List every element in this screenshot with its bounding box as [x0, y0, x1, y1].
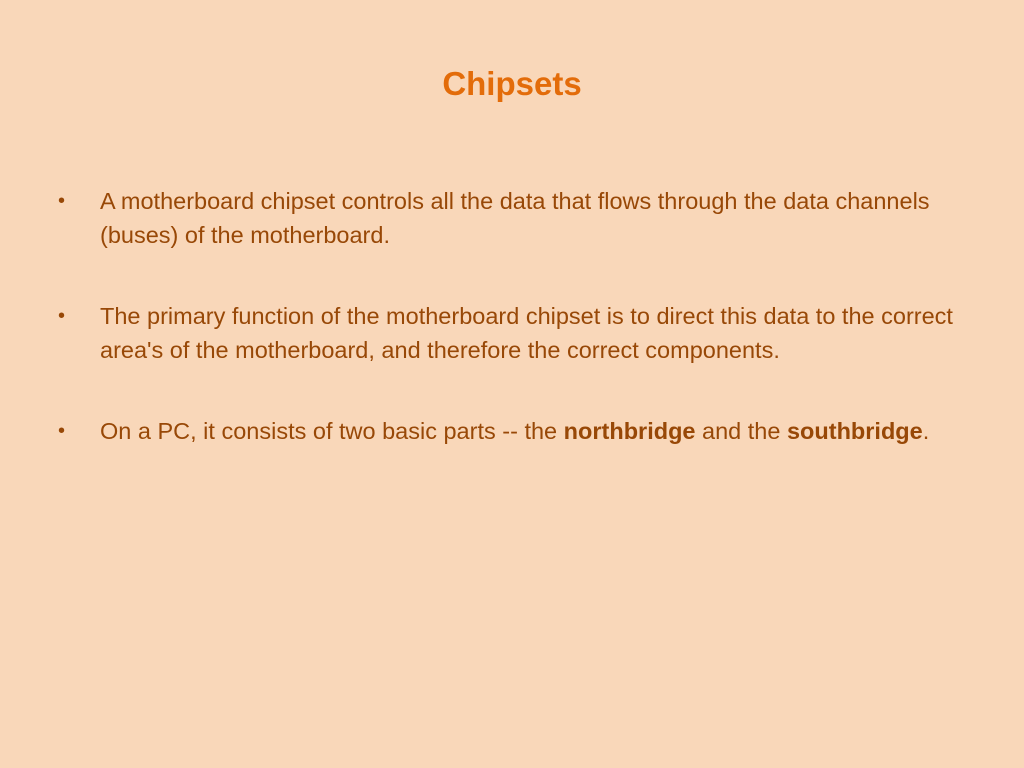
bullet-dot: •: [58, 305, 66, 327]
bullet-text-2: The primary function of the motherboard chipset is to direct this data to the correct area's of the motherboard, and therefore the correct components.: [100, 303, 953, 363]
bullet-item-3: [58, 414, 958, 448]
bullet-dot: •: [58, 420, 66, 442]
bullet-text-1: A motherboard chipset controls all the data that flows through the data channels (buses) of the motherboard.: [100, 188, 930, 248]
northbridge-term: northbridge: [563, 418, 696, 444]
bullet-list: [58, 184, 958, 495]
bullet-text-3-before: On a PC, it consists of two basic parts -- the: [100, 418, 564, 444]
bullet-dot: •: [58, 190, 66, 212]
bullet-text-3-middle: and the: [695, 418, 787, 444]
slide-title: Chipsets: [442, 65, 582, 102]
bullet-item-2: [58, 299, 958, 367]
bullet-text-3-after: .: [922, 418, 930, 444]
southbridge-term: southbridge: [786, 418, 923, 444]
bullet-item-1: [58, 184, 958, 252]
